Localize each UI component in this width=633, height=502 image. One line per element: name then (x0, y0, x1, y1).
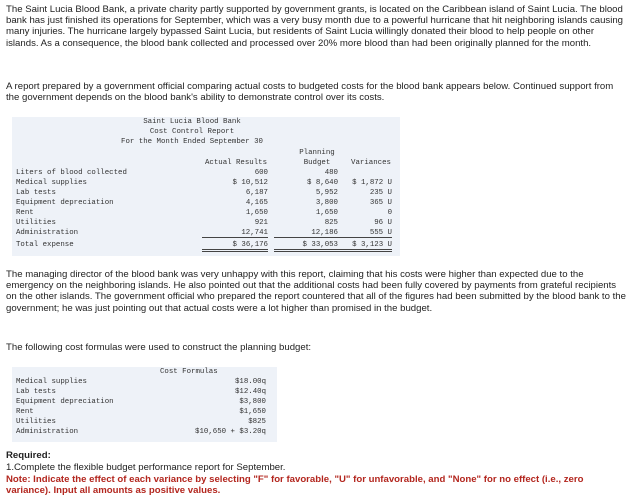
formula-label: Medical supplies (16, 378, 87, 386)
formula-value: $825 (248, 418, 266, 426)
required-heading: Required: (6, 450, 51, 461)
budget-value: 825 (324, 219, 338, 227)
report-intro-paragraph: A report prepared by a government official comparing actual costs to budgeted costs for the blood bank appears below. Continued support from the government depends on the blood bank's ability to demonstrate control over its costs. (6, 81, 614, 104)
row-label: Lab tests (16, 189, 56, 197)
intro-paragraph: The Saint Lucia Blood Bank, a private charity partly supported by government grants, is located on the Caribbean island of Saint Lucia. The blood bank has just finished its operations for September, which was a very busy month due to a powerful hurricane that hit neighboring islands causing many injuries. The hurricane largely bypassed Saint Lucia, but residents of Saint Lucia willingly donated their blood to help people on other islands. As a consequence, the blood bank collected and processed over 20% more blood than had been originally planned for the month. (6, 4, 624, 49)
report-subtitle: Cost Control Report (149, 128, 235, 136)
formula-label: Lab tests (16, 388, 56, 396)
row-label: Utilities (16, 219, 56, 227)
variance-value: 96 U (374, 219, 392, 227)
total-label: Total expense (16, 241, 74, 249)
director-paragraph: The managing director of the blood bank was very unhappy with this report, claiming that his costs were higher than expected due to the emergency on the neighboring islands. He also pointed out that the additional costs had been fully covered by payments from grateful recipients on the other islands. The government official who prepared the report countered that all of the figures had been submitted by the blood bank to the government; he was just pointing out that actual costs were a lot higher than promised in the budget. (6, 269, 626, 314)
formula-value: $10,650 + $3.20q (195, 428, 266, 436)
formula-value: $18.00q (234, 378, 266, 386)
row-label: Liters of blood collected (16, 169, 127, 177)
actual-value: 1,650 (245, 209, 268, 217)
budget-value: $ 8,640 (306, 179, 338, 187)
variance-value: 235 U (369, 189, 392, 197)
variance-value: 555 U (332, 229, 392, 238)
row-label: Rent (16, 209, 34, 217)
actual-value: 921 (254, 219, 268, 227)
variance-value: 365 U (369, 199, 392, 207)
variance-value: $ 1,872 U (352, 179, 392, 187)
budget-value: 5,952 (315, 189, 338, 197)
header-planning: Planning (299, 149, 335, 157)
actual-value: 4,165 (245, 199, 268, 207)
required-item: 1.Complete the flexible budget performance report for September. (6, 462, 286, 473)
formulas-header: Cost Formulas (160, 368, 218, 376)
report-period: For the Month Ended September 30 (121, 138, 263, 146)
row-label: Administration (16, 229, 79, 237)
budget-value: 12,186 (274, 229, 338, 238)
variance-value: 0 (387, 209, 392, 217)
total-budget: $ 33,053 (274, 241, 338, 252)
header-actual-results: Actual Results (204, 159, 268, 167)
budget-value: 1,650 (315, 209, 338, 217)
actual-value: 12,741 (202, 229, 268, 238)
actual-value: $ 10,512 (232, 179, 268, 187)
budget-value: 3,800 (315, 199, 338, 207)
formula-value: $3,800 (239, 398, 266, 406)
formula-value: $12.40q (234, 388, 266, 396)
header-planning-budget: Budget (303, 159, 331, 167)
required-note: Note: Indicate the effect of each variance by selecting "F" for favorable, "U" for unfavorable, and "None" for no effect (i.e., zero variance). Input all amounts as positive values. (6, 474, 584, 497)
formula-intro: The following cost formulas were used to construct the planning budget: (6, 342, 312, 353)
cost-formulas-table (12, 367, 277, 442)
formula-label: Equipment depreciation (16, 398, 114, 406)
report-title: Saint Lucia Blood Bank (143, 118, 241, 126)
budget-value: 480 (324, 169, 338, 177)
row-label: Medical supplies (16, 179, 87, 187)
header-variances: Variances (351, 159, 391, 167)
total-actual: $ 36,176 (202, 241, 268, 252)
cost-control-report (12, 117, 400, 256)
row-label: Equipment depreciation (16, 199, 114, 207)
formula-value: $1,650 (239, 408, 266, 416)
formula-label: Utilities (16, 418, 56, 426)
formula-label: Administration (16, 428, 79, 436)
actual-value: 6,187 (245, 189, 268, 197)
actual-value: 600 (254, 169, 268, 177)
total-variance: $ 3,123 U (332, 241, 392, 252)
formula-label: Rent (16, 408, 34, 416)
